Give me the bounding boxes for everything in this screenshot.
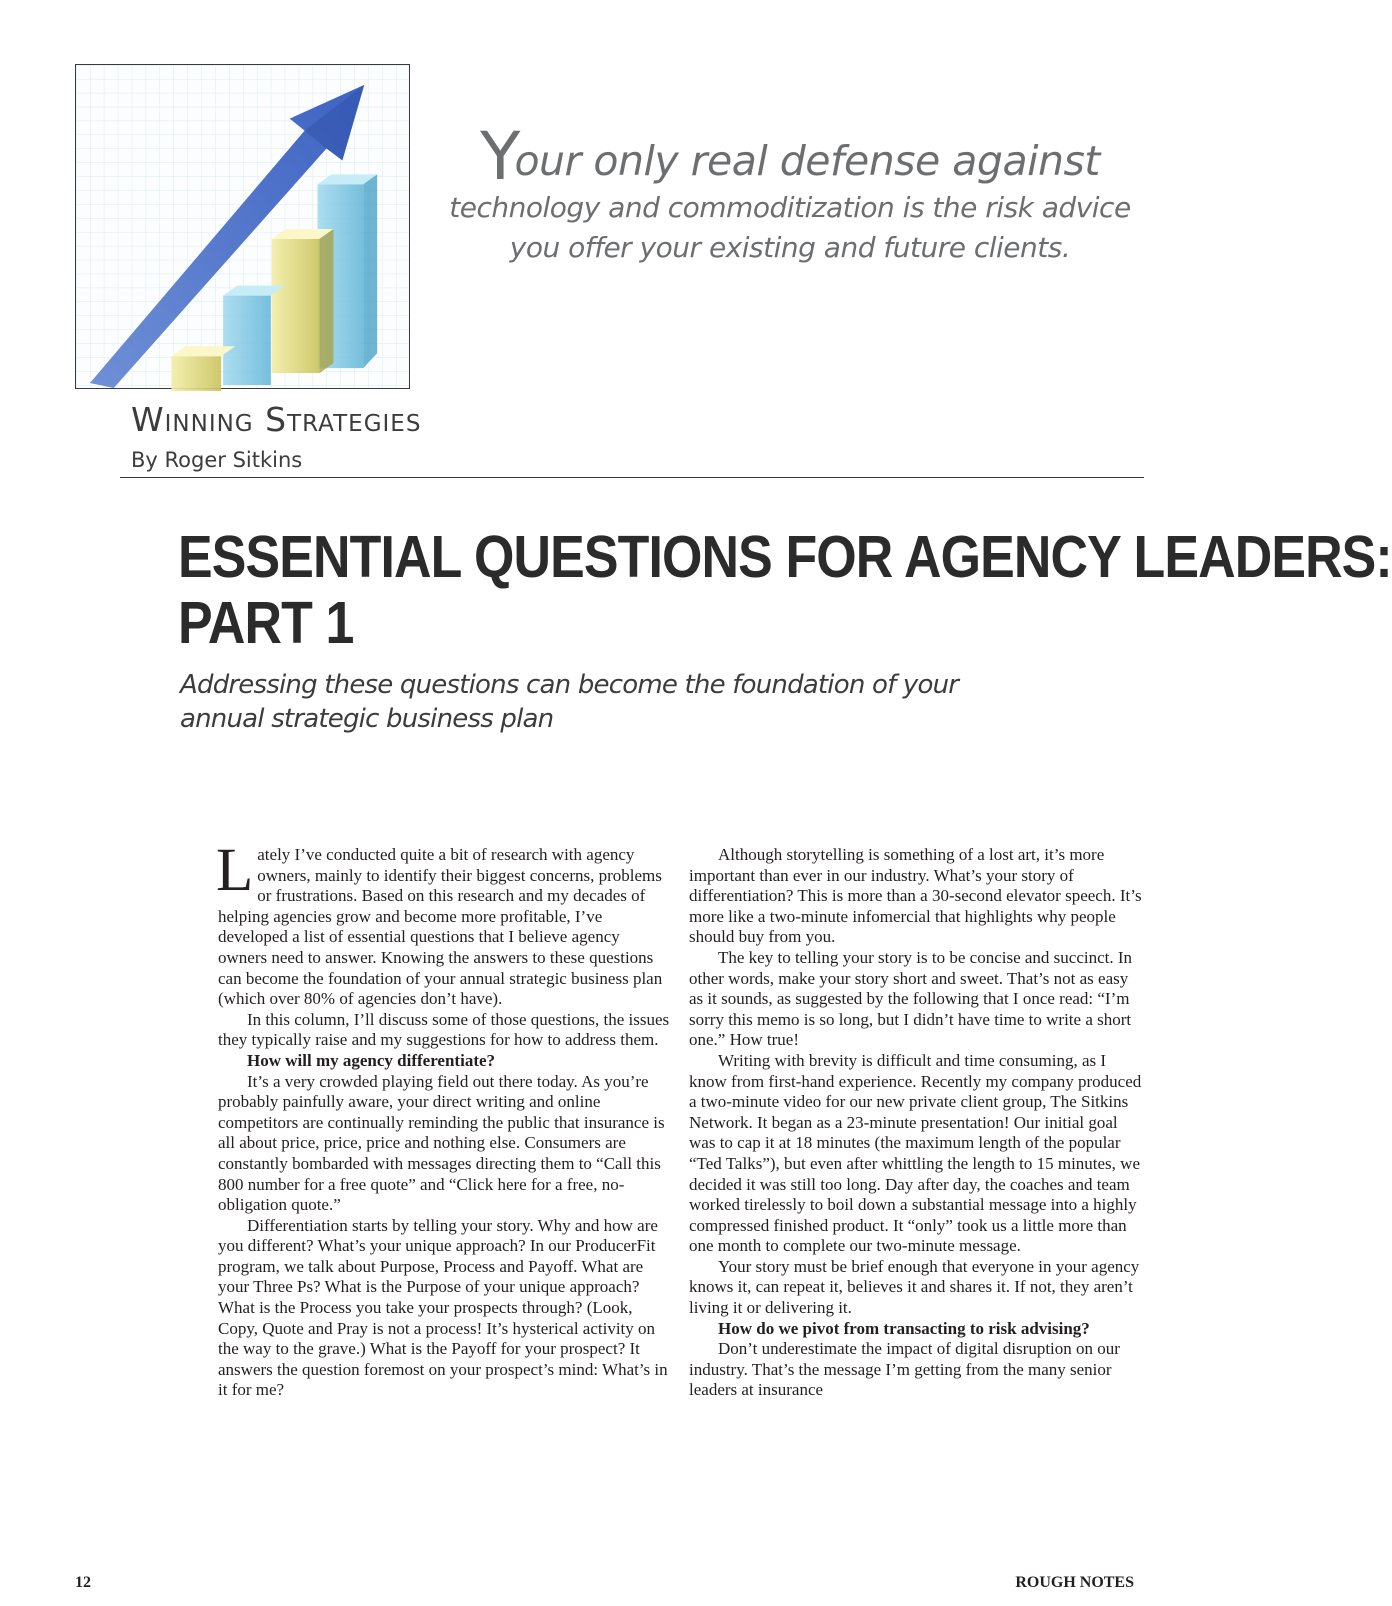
lead-paragraph (216, 837, 670, 1010)
headline-line-1: ESSENTIAL QUESTIONS FOR AGENCY LEADERS: (178, 524, 1392, 590)
paragraph: Although storytelling is something of a lost art, it’s more important than ever in our industry. What’s your story of differentiation? This is more than a 30-second elevator speech. It’s more like a two-minute infomercial that highlights why people should buy from you. (689, 845, 1142, 947)
paragraph: It’s a very crowded playing field out there today. As you’re probably painfully aware, your direct writing and online competitors are continually reminding the public that insurance is all about price, price, price and nothing else. Consumers are constantly bombarded with messages directing them to “Call this 800 number for a free quote” and “Click here for a free, no-obligation quote.” (218, 1071, 665, 1215)
paragraph: Your story must be brief enough that everyone in your agency knows it, can repeat it, believes it and shares it. If not, they aren’t living it or delivering it. (689, 1256, 1140, 1318)
pull-quote-initial: Y (480, 118, 515, 195)
pull-quote (440, 118, 1140, 268)
publication-name: ROUGH NOTES (1015, 1574, 1134, 1591)
pull-quote-line-1-text: our only real defense against (514, 137, 1100, 185)
hero-illustration (75, 64, 410, 389)
bar-4 (272, 229, 334, 373)
paragraph: Differentiation starts by telling your story. Why and how are you different? What’s your unique approach? In our ProducerFit program, we talk about Purpose, Process and Payoff. What are your Three Ps? What is the Purpose of your unique approach? What is the Process you take your prospects through? (Look, Copy, Quote and Pray is not a process! It’s hysterical activity on the way to the grave.) What is the Payoff for your prospect? It answers the question foremost on your prospect’s mind: What’s in it for me? (218, 1215, 668, 1400)
page-number: 12 (75, 1574, 91, 1591)
article-deck: Addressing these questions can become the foundation of your annual strategic business plan (180, 670, 959, 734)
growth-chart-arrow-icon (76, 65, 409, 388)
paragraph: The key to telling your story is to be concise and succinct. In other words, make your story short and sweet. That’s not as easy as it sounds, as suggested by the following that I once read: “I’m sorry this memo is so long, but I didn’t have time to write a short one.” How true! (689, 947, 1133, 1050)
drop-cap: L (216, 837, 254, 904)
article-headline (178, 524, 1392, 656)
column-title: Winning Strategies (131, 400, 422, 439)
pull-quote-line-2: technology and commoditization is the risk advice (449, 191, 1131, 224)
body-column-2 (689, 845, 1143, 1401)
headline-line-2: PART 1 (178, 590, 354, 656)
pull-quote-line-3: you offer your existing and future clients. (509, 231, 1071, 264)
lead-paragraph-text: ately I’ve conducted quite a bit of research with agency owners, mainly to identify their biggest concerns, problems or frustrations. Based on this research and my decades of helping agencies grow and become more profitable, I’ve developed a list of essential questions that I believe agency owners need to answer. Knowing the answers to these questions can become the foundation of your annual strategic business plan (which over 80% of agencies don’t have). (218, 845, 663, 1009)
subhead: How do we pivot from transacting to risk advising? (718, 1318, 1090, 1338)
paragraph: Writing with brevity is difficult and time consuming, as I know from first-hand experience. Recently my company produced a two-minute video for our new private client group, The Sitkins Network. It began as a 23-minute presentation! Our initial goal was to cap it at 18 minutes (the maximum length of the popular “Ted Talks”), but even after whittling the length to 15 minutes, we decided it was still too long. Day after day, the coaches and team worked tirelessly to boil down a substantial message into a highly compressed finished product. It “only” took us a little more than one month to complete our two-minute message. (689, 1050, 1142, 1256)
subhead: How will my agency differentiate? (247, 1050, 496, 1070)
paragraph: In this column, I’ll discuss some of those questions, the issues they typically raise and my suggestions for how to address them. (218, 1009, 670, 1050)
paragraph: Don’t underestimate the impact of digital disruption on our industry. That’s the message I’m getting from the many senior leaders at insurance (689, 1339, 1120, 1400)
pull-quote-line-1 (440, 118, 1140, 195)
body-column-1 (216, 837, 670, 1401)
byline: By Roger Sitkins (131, 448, 303, 472)
section-divider (120, 477, 1144, 478)
